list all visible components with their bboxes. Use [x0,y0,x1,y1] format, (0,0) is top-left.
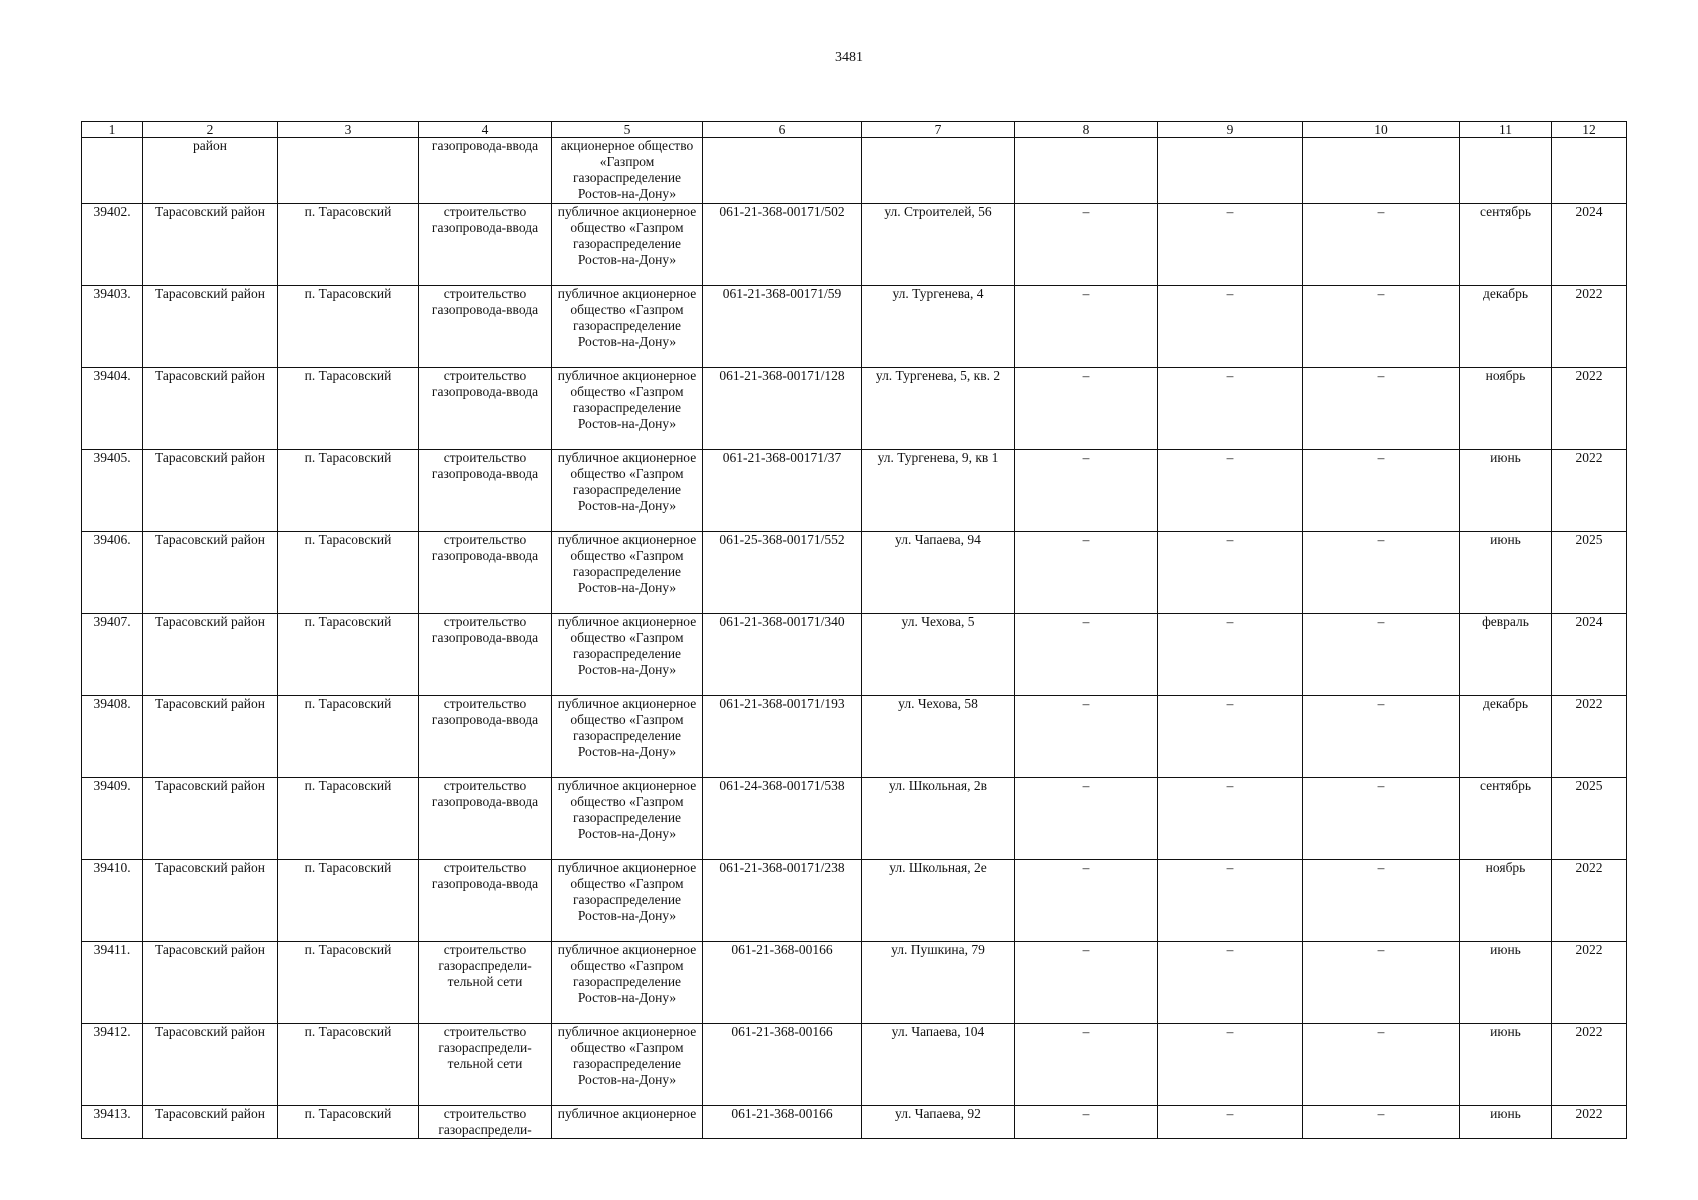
table-cell-col-1: 39405. [82,450,143,532]
table-cell-col-8: – [1015,204,1158,286]
table-cell-col-7: ул. Чапаева, 104 [862,1024,1015,1106]
table-cell-col-4: строительство газораспредели- [419,1106,552,1139]
table-cell-col-9: – [1158,1024,1303,1106]
table-cell-col-4: строительство газораспредели-тельной сети [419,1024,552,1106]
table-cell-col-2: район [143,138,278,204]
table-cell-col-4: строительство газопровода-ввода [419,286,552,368]
table-cell-col-10: – [1303,286,1460,368]
table-cell-col-2: Тарасовский район [143,942,278,1024]
table-cell-col-4: строительство газопровода-ввода [419,450,552,532]
table-cell-col-4: газопровода-ввода [419,138,552,204]
table-cell-col-2: Тарасовский район [143,368,278,450]
table-cell-col-11: сентябрь [1460,778,1552,860]
table-cell-col-2: Тарасовский район [143,1024,278,1106]
table-cell-col-9: – [1158,204,1303,286]
table-cell-col-12: 2024 [1552,614,1627,696]
table-cell-col-6: 061-24-368-00171/538 [703,778,862,860]
table-cell-col-11 [1460,138,1552,204]
table-cell-col-7: ул. Чехова, 58 [862,696,1015,778]
table-row [82,1106,1627,1139]
table-cell-col-1: 39413. [82,1106,143,1139]
table-cell-col-7: ул. Школьная, 2е [862,860,1015,942]
table-row [82,1024,1627,1106]
table-cell-col-3: п. Тарасовский [278,614,419,696]
table-cell-col-10: – [1303,1024,1460,1106]
table-cell-col-9: – [1158,532,1303,614]
table-row [82,368,1627,450]
table-cell-col-3: п. Тарасовский [278,1106,419,1139]
table-header [82,122,1627,138]
table-cell-col-11: июнь [1460,1106,1552,1139]
table-cell-col-11: июнь [1460,1024,1552,1106]
table-cell-col-3: п. Тарасовский [278,286,419,368]
table-cell-col-4: строительство газопровода-ввода [419,532,552,614]
table-cell-col-1: 39409. [82,778,143,860]
table-cell-col-12: 2024 [1552,204,1627,286]
table-cell-col-4: строительство газопровода-ввода [419,368,552,450]
table-cell-col-8: – [1015,614,1158,696]
table-cell-col-9: – [1158,614,1303,696]
table-cell-col-7: ул. Тургенева, 9, кв 1 [862,450,1015,532]
table-cell-col-10: – [1303,368,1460,450]
table-cell-col-1: 39411. [82,942,143,1024]
table-row [82,532,1627,614]
column-header-7: 7 [862,122,1015,138]
table-cell-col-9 [1158,138,1303,204]
table-cell-col-8: – [1015,286,1158,368]
table-cell-col-1: 39410. [82,860,143,942]
table-cell-col-7: ул. Строителей, 56 [862,204,1015,286]
table-cell-col-12: 2025 [1552,532,1627,614]
table-cell-col-3 [278,138,419,204]
table-cell-col-2: Тарасовский район [143,204,278,286]
table-cell-col-12: 2022 [1552,286,1627,368]
table-cell-col-10: – [1303,450,1460,532]
table-row [82,614,1627,696]
table-cell-col-7: ул. Пушкина, 79 [862,942,1015,1024]
table-cell-col-4: строительство газораспредели-тельной сети [419,942,552,1024]
table-cell-col-4: строительство газопровода-ввода [419,204,552,286]
table-cell-col-3: п. Тарасовский [278,778,419,860]
table-cell-col-3: п. Тарасовский [278,450,419,532]
table-cell-col-1: 39407. [82,614,143,696]
table-cell-col-6: 061-21-368-00166 [703,942,862,1024]
table-cell-col-8: – [1015,778,1158,860]
table-row [82,450,1627,532]
table-cell-col-8: – [1015,696,1158,778]
table-cell-col-5: публичное акционерное общество «Газпром газораспределение Ростов-на-Дону» [552,942,703,1024]
table-cell-col-2: Тарасовский район [143,286,278,368]
table-cell-col-1: 39403. [82,286,143,368]
table-cell-col-6: 061-21-368-00171/238 [703,860,862,942]
table-cell-col-9: – [1158,860,1303,942]
table-row [82,860,1627,942]
table-cell-col-2: Тарасовский район [143,532,278,614]
page-number: 3481 [835,50,863,65]
table-cell-col-1: 39412. [82,1024,143,1106]
table-cell-col-2: Тарасовский район [143,1106,278,1139]
table-cell-col-11: июнь [1460,450,1552,532]
table-cell-col-4: строительство газопровода-ввода [419,614,552,696]
table-row [82,696,1627,778]
table-cell-col-5: публичное акционерное общество «Газпром газораспределение Ростов-на-Дону» [552,286,703,368]
table-cell-col-9: – [1158,696,1303,778]
table-cell-col-5: публичное акционерное общество «Газпром газораспределение Ростов-на-Дону» [552,204,703,286]
table-cell-col-10: – [1303,204,1460,286]
table-cell-col-3: п. Тарасовский [278,368,419,450]
column-header-8: 8 [1015,122,1158,138]
table-cell-col-8: – [1015,1106,1158,1139]
table-cell-col-5: публичное акционерное общество «Газпром газораспределение Ростов-на-Дону» [552,614,703,696]
table-cell-col-3: п. Тарасовский [278,696,419,778]
table-cell-col-1 [82,138,143,204]
table-cell-col-12: 2022 [1552,450,1627,532]
table-cell-col-1: 39404. [82,368,143,450]
table-cell-col-9: – [1158,942,1303,1024]
table-cell-col-6: 061-21-368-00171/340 [703,614,862,696]
header-row [82,122,1627,138]
table-cell-col-12: 2022 [1552,696,1627,778]
table-cell-col-3: п. Тарасовский [278,860,419,942]
table-cell-col-10: – [1303,532,1460,614]
column-header-10: 10 [1303,122,1460,138]
table-cell-col-7 [862,138,1015,204]
table-cell-col-7: ул. Тургенева, 4 [862,286,1015,368]
table-cell-col-5: акционерное общество «Газпром газораспределение Ростов-на-Дону» [552,138,703,204]
table-cell-col-8: – [1015,532,1158,614]
table-cell-col-12: 2022 [1552,942,1627,1024]
table-cell-col-12: 2022 [1552,368,1627,450]
table-cell-col-2: Тарасовский район [143,696,278,778]
table-cell-col-10: – [1303,860,1460,942]
table-cell-col-9: – [1158,450,1303,532]
table-cell-col-12 [1552,138,1627,204]
table-cell-col-9: – [1158,778,1303,860]
table-cell-col-6: 061-21-368-00171/128 [703,368,862,450]
table-cell-col-3: п. Тарасовский [278,204,419,286]
table-cell-col-6: 061-21-368-00171/502 [703,204,862,286]
table-cell-col-8: – [1015,368,1158,450]
table-cell-col-6: 061-21-368-00171/193 [703,696,862,778]
table-cell-col-6 [703,138,862,204]
table-body [82,138,1627,1139]
table-cell-col-11: июнь [1460,942,1552,1024]
table-cell-col-6: 061-21-368-00171/37 [703,450,862,532]
column-header-1: 1 [82,122,143,138]
table-row [82,286,1627,368]
table-cell-col-5: публичное акционерное общество «Газпром газораспределение Ростов-на-Дону» [552,778,703,860]
table-cell-col-10: – [1303,1106,1460,1139]
table-cell-col-1: 39402. [82,204,143,286]
table-cell-col-12: 2022 [1552,1024,1627,1106]
table-cell-col-11: ноябрь [1460,860,1552,942]
table-row [82,942,1627,1024]
table-cell-col-4: строительство газопровода-ввода [419,778,552,860]
table-cell-col-5: публичное акционерное общество «Газпром газораспределение Ростов-на-Дону» [552,450,703,532]
table-cell-col-8: – [1015,1024,1158,1106]
table-cell-col-9: – [1158,368,1303,450]
table-cell-col-9: – [1158,286,1303,368]
table-cell-col-7: ул. Чехова, 5 [862,614,1015,696]
table-cell-col-5: публичное акционерное [552,1106,703,1139]
table-cell-col-11: февраль [1460,614,1552,696]
table-cell-col-8: – [1015,860,1158,942]
table-cell-col-10: – [1303,942,1460,1024]
table-cell-col-3: п. Тарасовский [278,1024,419,1106]
table-cell-col-4: строительство газопровода-ввода [419,696,552,778]
table-cell-col-5: публичное акционерное общество «Газпром газораспределение Ростов-на-Дону» [552,532,703,614]
table-cell-col-2: Тарасовский район [143,450,278,532]
table-cell-col-10: – [1303,614,1460,696]
column-header-9: 9 [1158,122,1303,138]
table-cell-col-2: Тарасовский район [143,778,278,860]
table-cell-col-5: публичное акционерное общество «Газпром газораспределение Ростов-на-Дону» [552,368,703,450]
column-header-3: 3 [278,122,419,138]
table-cell-col-7: ул. Тургенева, 5, кв. 2 [862,368,1015,450]
table-cell-col-4: строительство газопровода-ввода [419,860,552,942]
column-header-5: 5 [552,122,703,138]
table-cell-col-11: сентябрь [1460,204,1552,286]
table-cell-col-8: – [1015,450,1158,532]
table-cell-col-8 [1015,138,1158,204]
table-cell-col-7: ул. Школьная, 2в [862,778,1015,860]
table-cell-col-7: ул. Чапаева, 94 [862,532,1015,614]
table-cell-col-5: публичное акционерное общество «Газпром газораспределение Ростов-на-Дону» [552,1024,703,1106]
table-cell-col-9: – [1158,1106,1303,1139]
table-cell-col-10: – [1303,778,1460,860]
table-row [82,138,1627,204]
table-cell-col-5: публичное акционерное общество «Газпром газораспределение Ростов-на-Дону» [552,696,703,778]
table-cell-col-12: 2022 [1552,860,1627,942]
table-cell-col-7: ул. Чапаева, 92 [862,1106,1015,1139]
table-cell-col-5: публичное акционерное общество «Газпром газораспределение Ростов-на-Дону» [552,860,703,942]
table-cell-col-6: 061-25-368-00171/552 [703,532,862,614]
table-row [82,778,1627,860]
table-cell-col-1: 39408. [82,696,143,778]
column-header-6: 6 [703,122,862,138]
column-header-4: 4 [419,122,552,138]
table-cell-col-11: декабрь [1460,696,1552,778]
registry-table [81,121,1627,1139]
table-cell-col-10 [1303,138,1460,204]
table-cell-col-11: июнь [1460,532,1552,614]
table-cell-col-8: – [1015,942,1158,1024]
table-cell-col-12: 2025 [1552,778,1627,860]
table-cell-col-2: Тарасовский район [143,860,278,942]
table-cell-col-3: п. Тарасовский [278,532,419,614]
column-header-12: 12 [1552,122,1627,138]
table-cell-col-1: 39406. [82,532,143,614]
table-cell-col-3: п. Тарасовский [278,942,419,1024]
table-row [82,204,1627,286]
table-cell-col-10: – [1303,696,1460,778]
table-cell-col-6: 061-21-368-00166 [703,1106,862,1139]
table-cell-col-6: 061-21-368-00171/59 [703,286,862,368]
column-header-2: 2 [143,122,278,138]
table-cell-col-2: Тарасовский район [143,614,278,696]
table-cell-col-11: ноябрь [1460,368,1552,450]
column-header-11: 11 [1460,122,1552,138]
table-cell-col-12: 2022 [1552,1106,1627,1139]
table-cell-col-6: 061-21-368-00166 [703,1024,862,1106]
table-cell-col-11: декабрь [1460,286,1552,368]
